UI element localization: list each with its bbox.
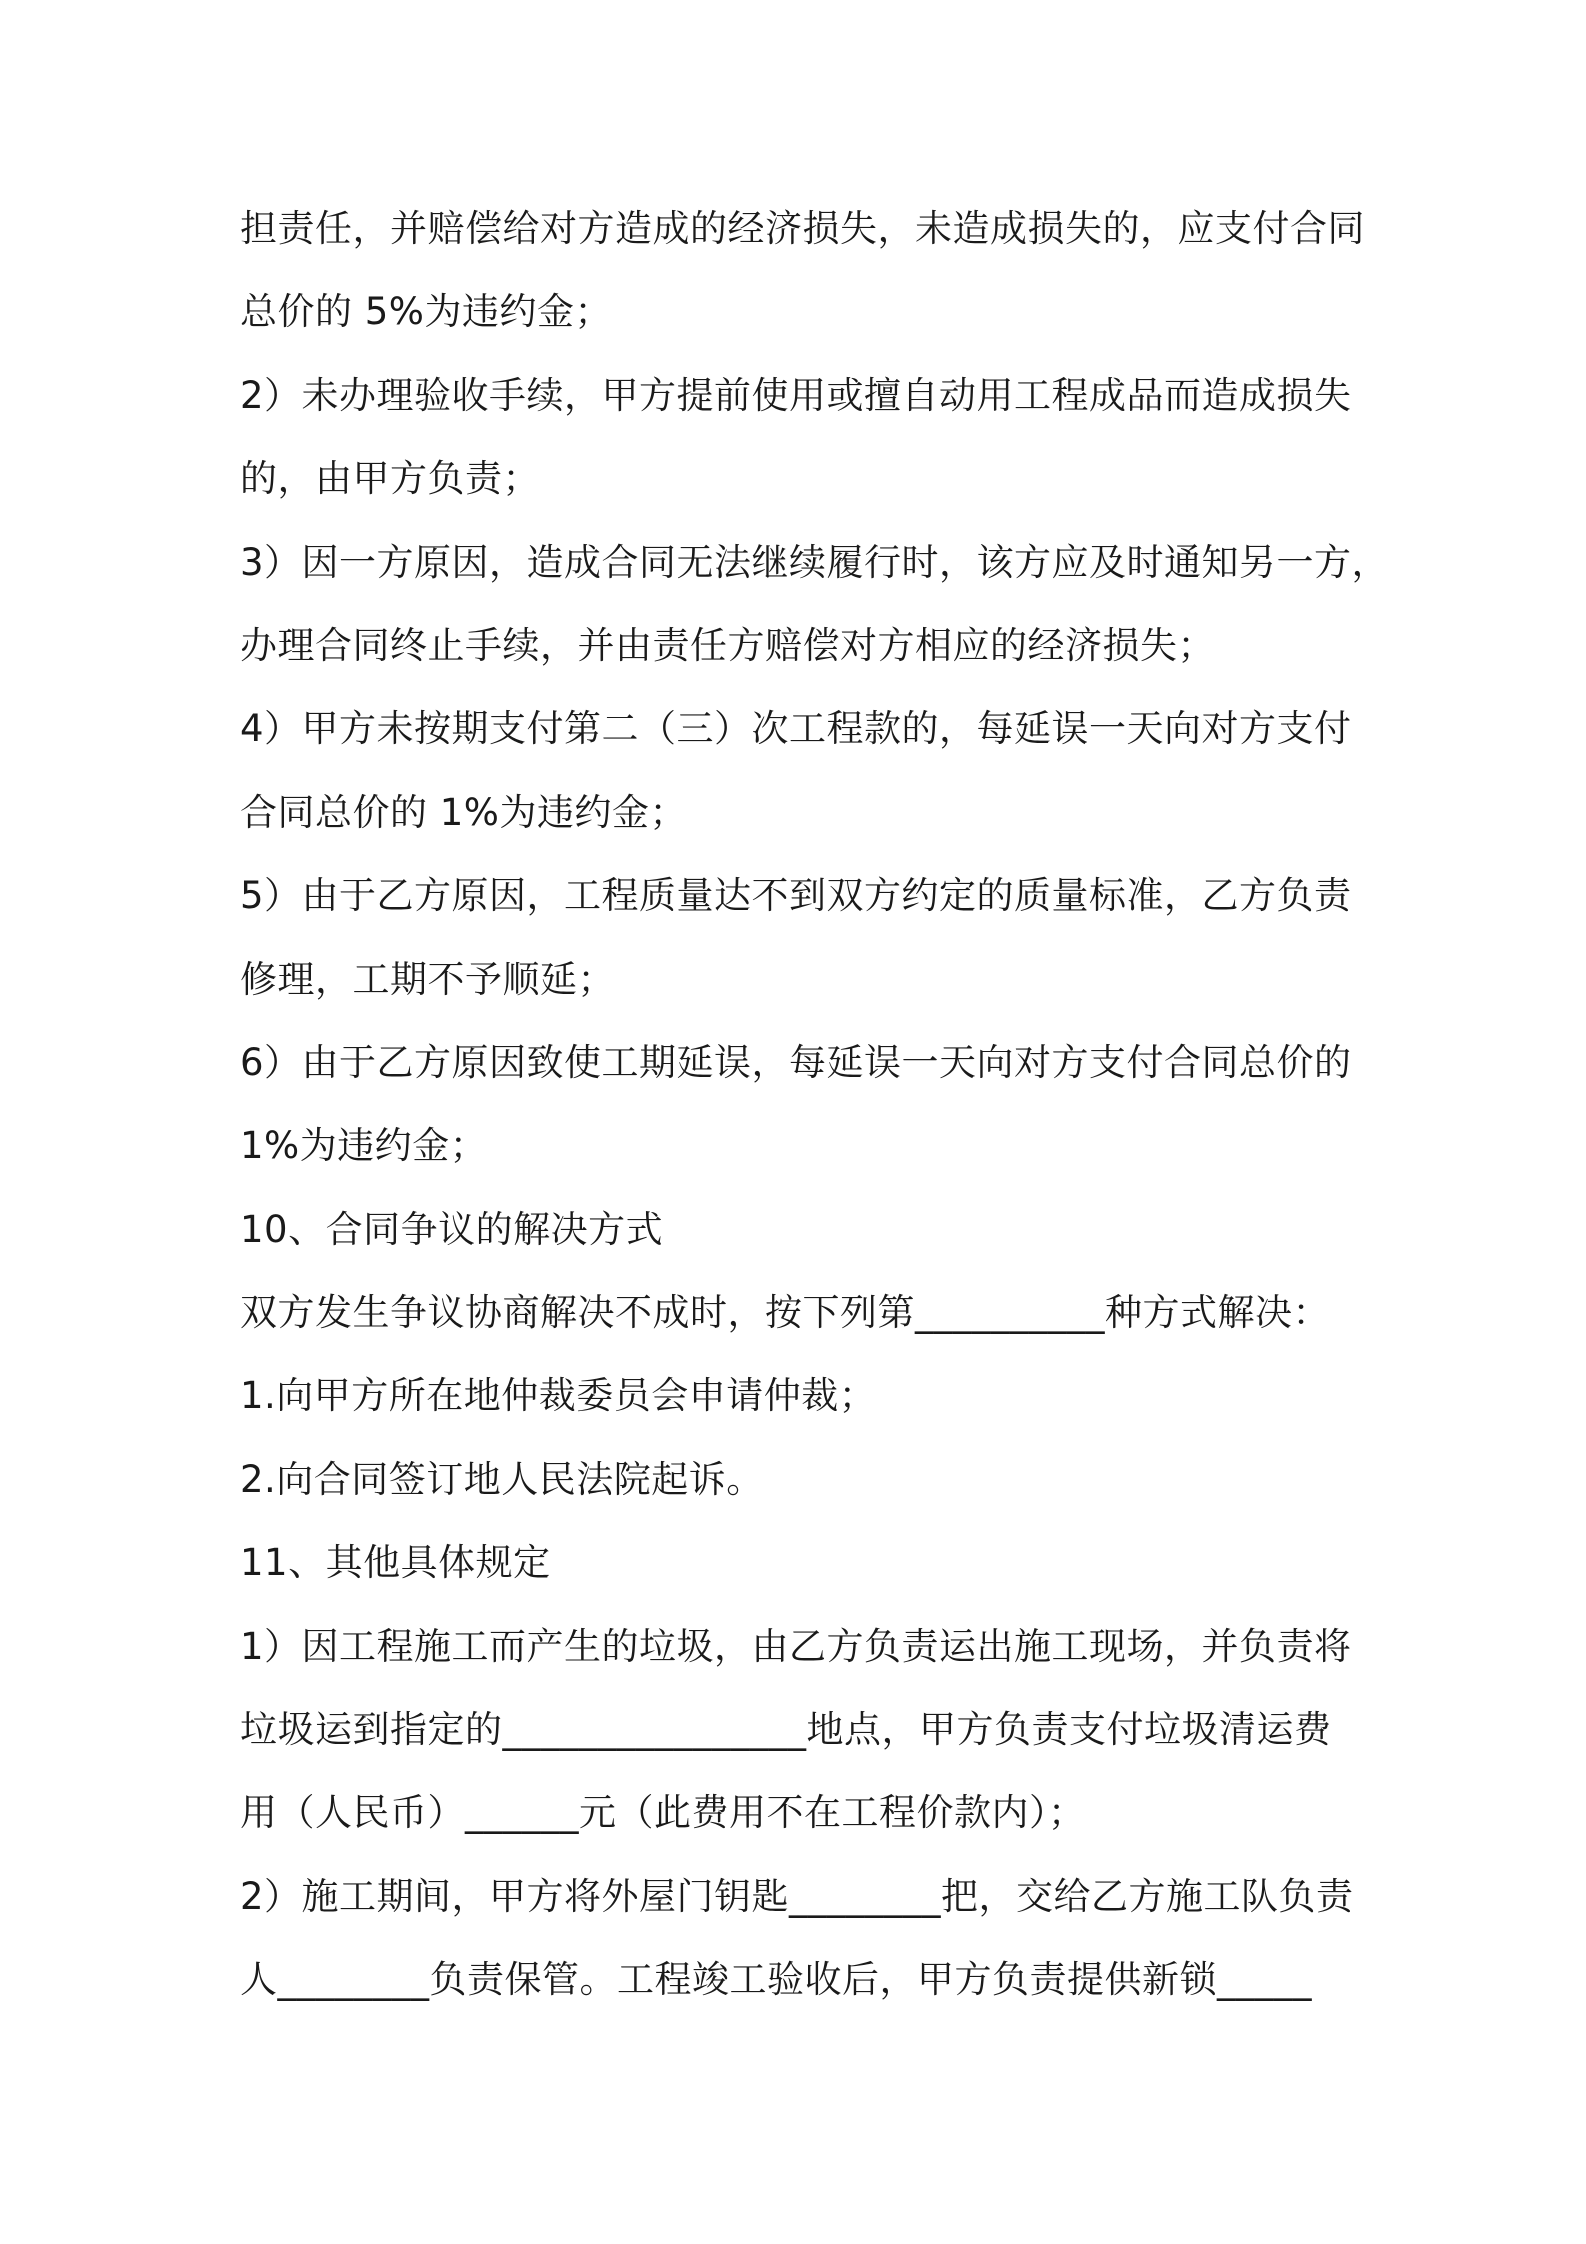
text-line: 1.向甲方所在地仲裁委员会申请仲裁；: [240, 1374, 877, 1418]
text-line: 2）未办理验收手续，甲方提前使用或擅自动用工程成品而造成损失: [240, 373, 1352, 417]
text-line: 1%为违约金；: [240, 1124, 488, 1168]
text-line: 担责任，并赔偿给对方造成的经济损失，未造成损失的，应支付合同: [240, 207, 1365, 250]
text-line: 修理，工期不予顺延；: [240, 957, 615, 1001]
section-heading: 11、其他具体规定: [240, 1541, 551, 1585]
text-line: 垃圾运到指定的________________地点，甲方负责支付垃圾清运费: [240, 1708, 1332, 1752]
document-body: [240, 197, 1390, 2032]
text-line: 4）甲方未按期支付第二（三）次工程款的，每延误一天向对方支付: [240, 707, 1352, 751]
text-line: 2.向合同签订地人民法院起诉。: [240, 1457, 764, 1501]
text-line: 合同总价的 1%为违约金；: [240, 790, 687, 834]
text-line: 双方发生争议协商解决不成时，按下列第__________种方式解决：: [240, 1291, 1330, 1335]
text-line: 用（人民币）______元（此费用不在工程价款内）；: [240, 1791, 1086, 1835]
text-line: 6）由于乙方原因致使工期延误，每延误一天向对方支付合同总价的: [240, 1040, 1352, 1084]
text-line: 2）施工期间，甲方将外屋门钥匙________把，交给乙方施工队负责: [240, 1874, 1354, 1918]
text-line: 总价的 5%为违约金；: [240, 290, 612, 334]
text-line: 3）因一方原因，造成合同无法继续履行时，该方应及时通知另一方，: [240, 540, 1390, 584]
text-line: 1）因工程施工而产生的垃圾，由乙方负责运出施工现场，并负责将: [240, 1624, 1352, 1668]
text-line: 办理合同终止手续，并由责任方赔偿对方相应的经济损失；: [240, 623, 1215, 667]
text-line: 5）由于乙方原因，工程质量达不到双方约定的质量标准，乙方负责: [240, 874, 1352, 918]
text-line: 的，由甲方负责；: [240, 457, 540, 501]
section-heading: 10、合同争议的解决方式: [240, 1207, 664, 1251]
text-line: 人________负责保管。工程竣工验收后，甲方负责提供新锁_____: [240, 1958, 1312, 2002]
